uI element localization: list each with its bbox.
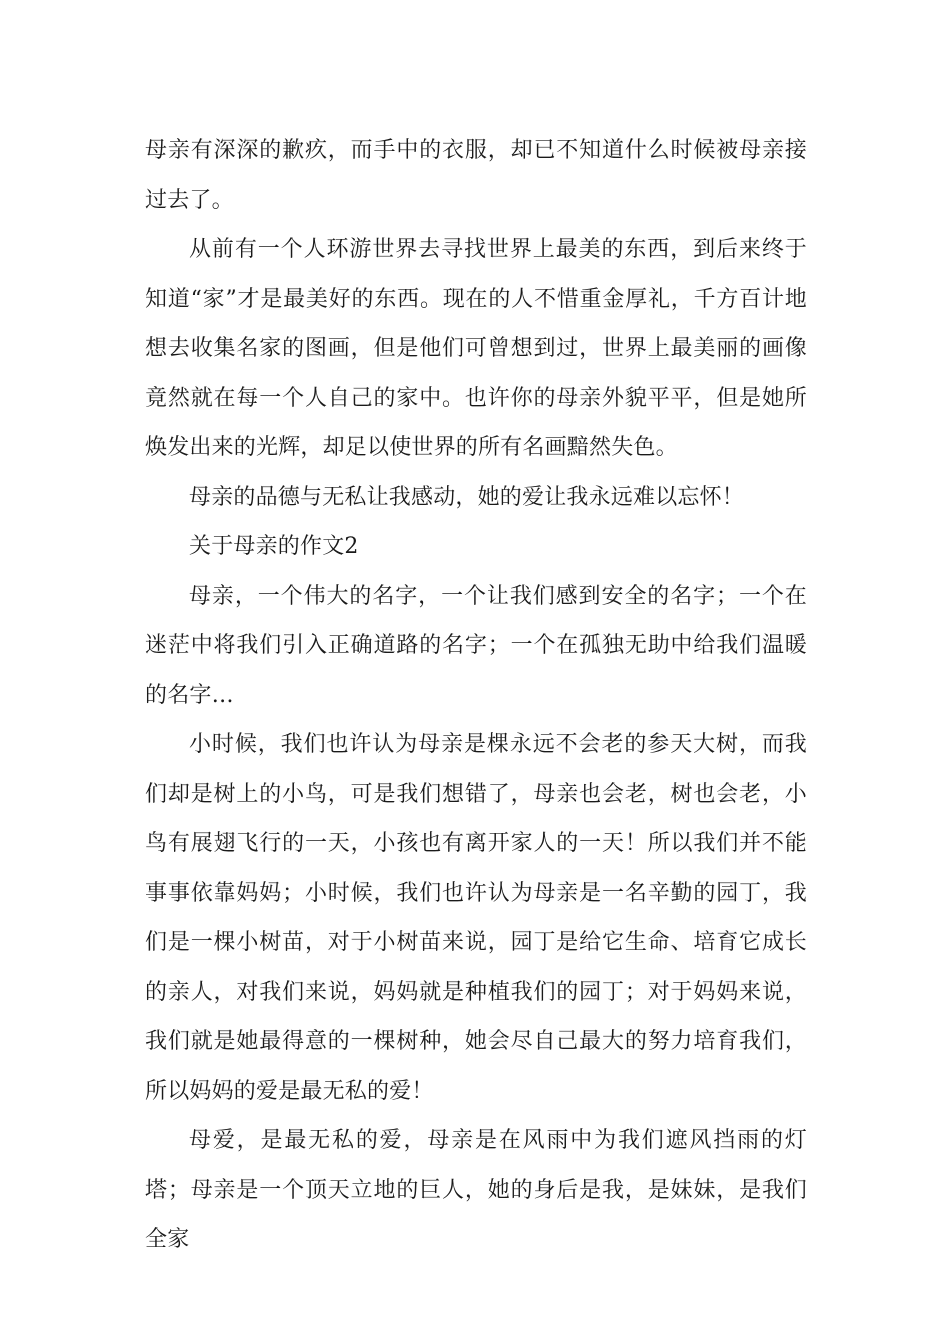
paragraph-5: 小时候，我们也许认为母亲是棵永远不会老的参天大树，而我们却是树上的小鸟，可是我们想错了，母亲也会老，树也会老，小鸟有展翅飞行的一天，小孩也有离开家人的一天！所以我们并不能事事依靠妈妈；小时候，我们也许认为母亲是一名辛勤的园丁，我们是一棵小树苗，对于小树苗来说，园丁是给它生命、培育它成长的亲人，对我们来说，妈妈就是种植我们的园丁；对于妈妈来说，我们就是她最得意的一棵树种，她会尽自己最大的努力培育我们，所以妈妈的爱是最无私的爱！ xyxy=(145,732,807,1104)
paragraph-2: 从前有一个人环游世界去寻找世界上最美的东西，到后来终于知道“家”才是最美好的东西。现在的人不惜重金厚礼，千方百计地想去收集名家的图画，但是他们可曾想到过，世界上最美丽的画像竟然就在每一个人自己的家中。也许你的母亲外貌平平，但是她所焕发出来的光辉，却足以使世界的所有名画黯然失色。 xyxy=(145,237,807,460)
essay-heading: 关于母亲的作文2 xyxy=(189,534,359,559)
document-body xyxy=(145,126,807,1265)
paragraph-4: 母亲，一个伟大的名字，一个让我们感到安全的名字；一个在迷茫中将我们引入正确道路的名字；一个在孤独无助中给我们温暖的名字… xyxy=(145,583,807,708)
paragraph-3: 母亲的品德与无私让我感动，她的爱让我永远难以忘怀！ xyxy=(189,484,745,510)
paragraph-1: 母亲有深深的歉疚，而手中的衣服，却已不知道什么时候被母亲接过去了。 xyxy=(145,138,807,213)
paragraph-6: 母爱，是最无私的爱，母亲是在风雨中为我们遮风挡雨的灯塔；母亲是一个顶天立地的巨人，她的身后是我，是妹妹，是我们全家 xyxy=(145,1128,807,1252)
